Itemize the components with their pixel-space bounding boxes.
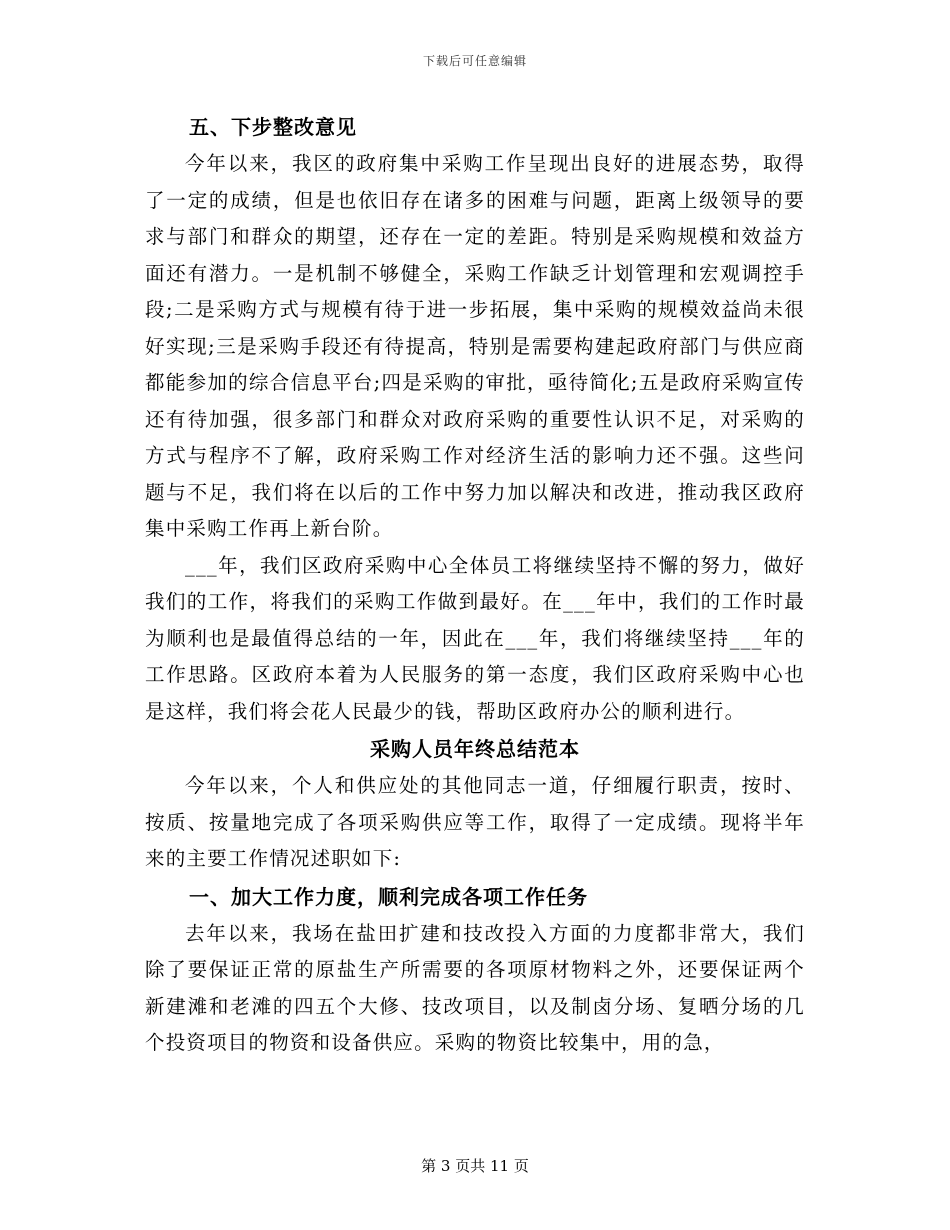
page-number-footer: 第 3 页共 11 页 [421, 1157, 529, 1175]
section-heading-work-effort: 一、加大工作力度，顺利完成各项工作任务 [189, 884, 588, 909]
section-heading-next-steps: 五、下步整改意见 [189, 115, 357, 139]
document-body [145, 108, 805, 1062]
paragraph-current-problems: 今年以来，我区的政府集中采购工作呈现出良好的进展态势，取得了一定的成绩，但是也依旧存在诸多的困难与问题，距离上级领导的要求与部门和群众的期望，还存在一定的差距。特别是采购规模和效益方面还有潜力。一是机制不够健全，采购工作缺乏计划管理和宏观调控手段;二是采购方式与规模有待于进一步拓展，集中采购的规模效益尚未很好实现;三是采购手段还有待提高，特别是需要构建起政府部门与供应商都能参加的综合信息平台;四是采购的审批，亟待简化;五是政府采购宣传还有待加强，很多部门和群众对政府采购的重要性认识不足，对采购的方式与程序不了解，政府采购工作对经济生活的影响力还不强。这些问题与不足，我们将在以后的工作中努力加以解决和改进，推动我区政府集中采购工作再上新台阶。 [145, 152, 805, 540]
page-header-note: 下载后可任意编辑 [422, 54, 527, 68]
paragraph-procurement-work: 去年以来，我场在盐田扩建和技改投入方面的力度都非常大，我们除了要保证正常的原盐生产所需要的各项原材物料之外，还要保证两个新建滩和老滩的四五个大修、技改项目，以及制卤分场、复晒分场的几个投资项目的物资和设备供应。采购的物资比较集中，用的急， [145, 921, 805, 1054]
paragraph-next-year-plan: ___年，我们区政府采购中心全体员工将继续坚持不懈的努力，做好我们的工作，将我们的采购工作做到最好。在___年中，我们的工作时最为顺利也是最值得总结的一年，因此在___年，我们将继续坚持___年的工作思路。区政府本着为人民服务的第一态度，我们区政府采购中心也是这样，我们将会花人民最少的钱，帮助区政府办公的顺利进行。 [145, 553, 805, 723]
paragraph-summary-intro: 今年以来，个人和供应处的其他同志一道，仔细履行职责，按时、按质、按量地完成了各项采购供应等工作，取得了一定成绩。现将半年来的主要工作情况述职如下: [145, 774, 805, 870]
document-title-year-end-summary: 采购人员年终总结范本 [370, 737, 580, 761]
